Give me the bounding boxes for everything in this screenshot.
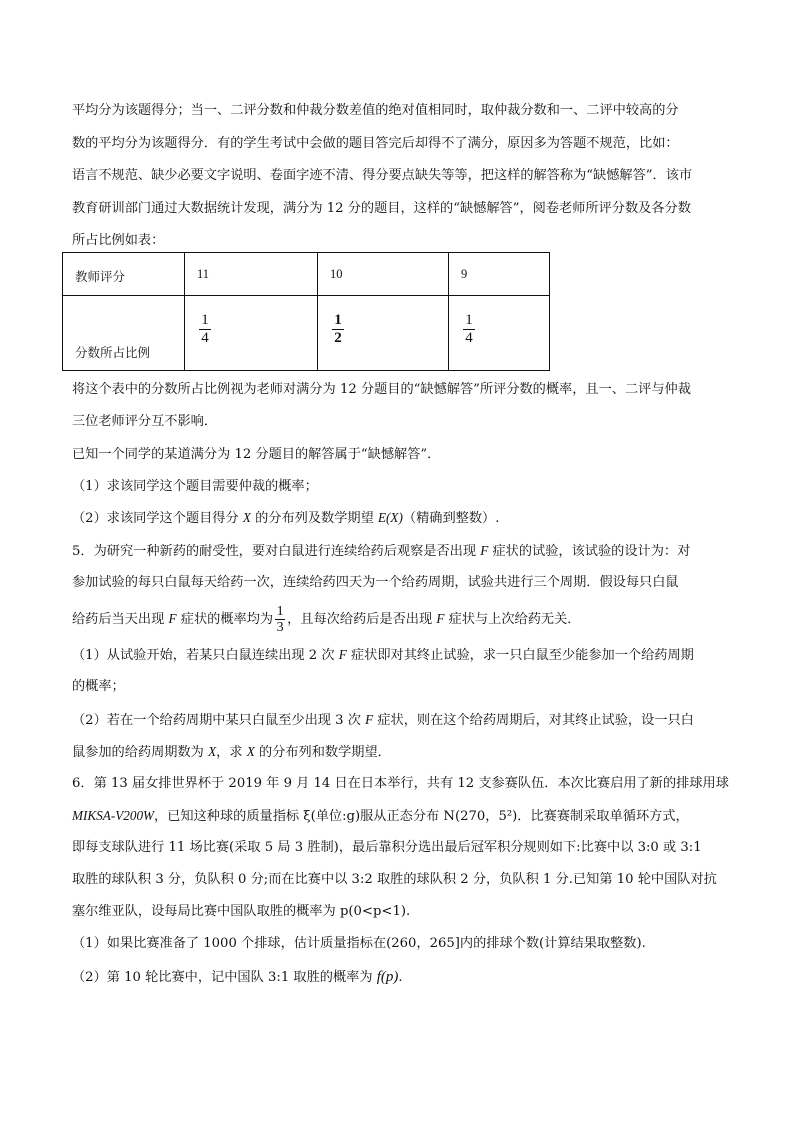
table-row-label: 分数所占比例 — [75, 345, 151, 360]
text-line: 6．第 13 届女排世界杯于 2019 年 9 月 14 日在日本举行，共有 12 支参赛队伍．本次比赛启用了新的排球用球 — [72, 776, 729, 791]
table-header-cell: 教师评分 — [75, 269, 126, 284]
text-line: 语言不规范、缺少必要文字说明、卷面字迹不清、得分要点缺失等等，把这样的解答称为“缺憾解答”．该市 — [72, 168, 693, 183]
text-line: 取胜的球队积 3 分，负队积 0 分;而在比赛中以 3:2 取胜的球队积 2 分，负队积 1 分.已知第 10 轮中国队对抗 — [72, 872, 717, 887]
table-header-cell: 10 — [330, 267, 343, 281]
text-line: 平均分为该题得分；当一、二评分数和仲裁分数差值的绝对值相同时，取仲裁分数和一、二评中较高的分 — [72, 103, 679, 118]
text-line: （2）第 10 轮比赛中，记中国队 3:1 取胜的概率为 f(p). — [72, 969, 403, 985]
fraction: $\frac{1}{4}$ — [463, 312, 475, 347]
text-line: 已知一个同学的某道满分为 12 分题目的解答属于“缺憾解答”． — [72, 447, 441, 462]
text-line: 数的平均分为该题得分．有的学生考试中会做的题目答完后却得不了满分，原因多为答题不规范，比如： — [72, 136, 679, 151]
text-line: 三位老师评分互不影响． — [72, 414, 218, 429]
text-line: 塞尔维亚队，设每局比赛中国队取胜的概率为 p(0<p<1). — [72, 904, 411, 919]
text-line: 参加试验的每只白鼠每天给药一次，连续给药四天为一个给药周期，试验共进行三个周期．假设每只白鼠 — [72, 575, 679, 590]
text-line: 所占比例如表： — [72, 233, 165, 248]
text-line: 即每支球队进行 11 场比赛(采取 5 局 3 胜制)，最后靠积分选出最后冠军积分规则如下:比赛中以 3:0 或 3:1 — [72, 840, 702, 855]
table-header-cell: 9 — [461, 267, 468, 281]
text-line: 教育研训部门通过大数据统计发现，满分为 12 分的题目，这样的“缺憾解答”，阅卷老师所评分数及各分数 — [72, 201, 691, 216]
text-line: （2）若在一个给药周期中某只白鼠至少出现 3 次 F 症状，则在这个给药周期后，对其终止试验，设一只白 — [72, 712, 694, 728]
text-line: （1）从试验开始，若某只白鼠连续出现 2 次 F 症状即对其终止试验，求一只白鼠至少能参加一个给药周期 — [72, 647, 694, 663]
text-line: 的概率； — [72, 679, 125, 694]
text-line: 将这个表中的分数所占比例视为老师对满分为 12 分题目的“缺憾解答”所评分数的概率，且一、二评与仲裁 — [72, 382, 691, 397]
text-line: （2）求该同学这个题目得分 X 的分布列及数学期望 E(X)（精确到整数）. — [72, 510, 500, 526]
table-row — [63, 296, 550, 371]
text-line: 给药后当天出现 F 症状的概率均为 $\frac{1}{3}$ ，且每次给药后是否出现 F 症状与上次给药无关． — [72, 604, 581, 635]
fraction: $\frac{1}{2}$ — [332, 312, 344, 347]
text-line: MIKSA-V200W，已知这种球的质量指标 ξ(单位:g)服从正态分布 N(270，5²)．比赛赛制采取单循环方式， — [72, 808, 689, 824]
table-row — [63, 253, 550, 296]
text-line: 5．为研究一种新药的耐受性，要对白鼠进行连续给药后观察是否出现 F 症状的试验，该试验的设计为：对 — [72, 543, 691, 559]
fraction: $\frac{1}{4}$ — [199, 312, 211, 347]
table-header-cell: 11 — [197, 267, 210, 281]
text-line: 鼠参加的给药周期数为 X，求 X 的分布列和数学期望． — [72, 744, 391, 760]
text-line: （1）求该同学这个题目需要仲裁的概率； — [72, 479, 318, 494]
score-ratio-table — [62, 252, 550, 371]
fraction: $\frac{1}{3}$ — [276, 604, 284, 635]
text-line: （1）如果比赛准备了 1000 个排球，估计质量指标在(260，265]内的排球个数(计算结果取整数). — [72, 936, 646, 951]
